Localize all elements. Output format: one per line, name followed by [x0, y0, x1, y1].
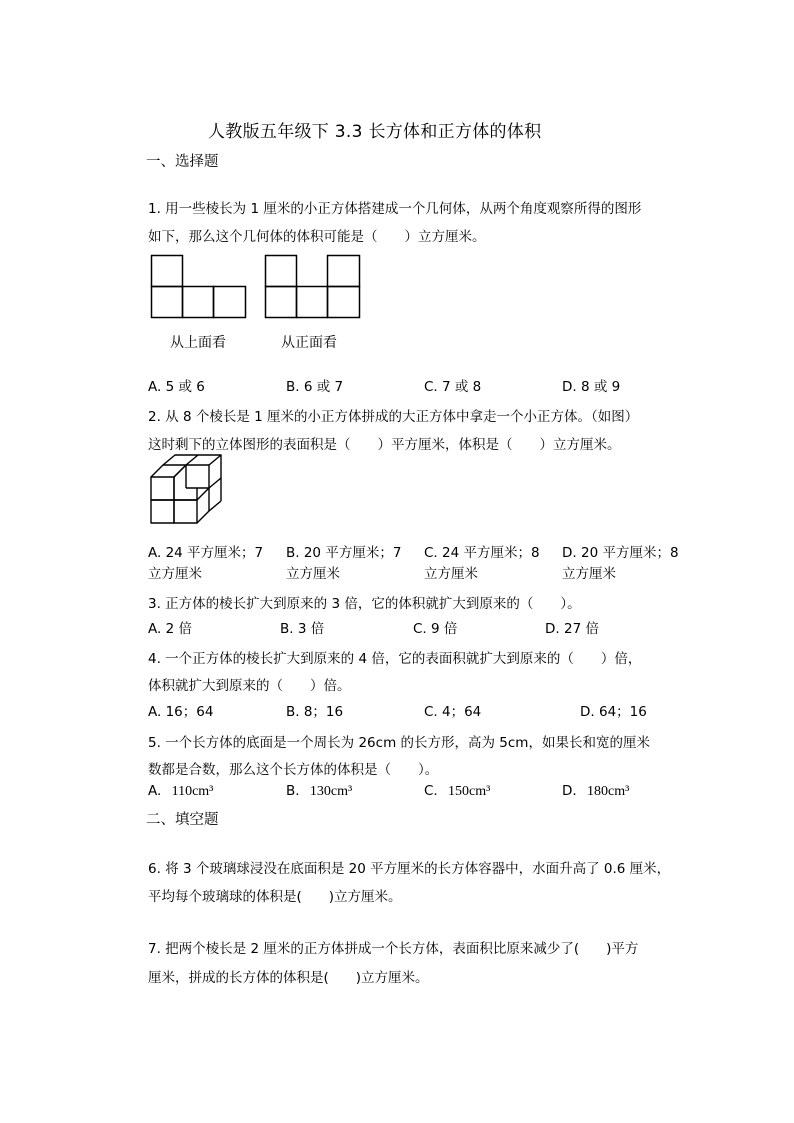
question-5-line-2: 数都是合数，那么这个长方体的体积是（ ）。 [148, 762, 439, 778]
question-4-line-1: 4. 一个正方体的棱长扩大到原来的 4 倍，它的表面积就扩大到原来的（ ）倍， [148, 651, 642, 667]
question-2-line-1: 2. 从 8 个棱长是 1 厘米的小正方体拼成的大正方体中拿走一个小正方体。（如图） [148, 409, 639, 425]
question-2-line-2: 这时剩下的立体图形的表面积是（ ）平方厘米，体积是（ ）立方厘米。 [148, 437, 621, 453]
q4-option-a[interactable]: A. 16；64 [148, 704, 214, 720]
q4-option-d[interactable]: D. 64；16 [580, 704, 647, 720]
top-view-figure [150, 254, 248, 320]
front-view-figure [264, 254, 362, 320]
q5-option-d[interactable] [562, 783, 629, 800]
question-6-line-1: 6. 将 3 个玻璃球浸没在底面积是 20 平方厘米的长方体容器中，水面升高了 0.6 厘米， [148, 861, 671, 877]
q1-option-a[interactable]: A. 5 或 6 [148, 379, 205, 395]
q4-option-b[interactable]: B. 8；16 [286, 704, 344, 720]
q2-option-a-line-2: 立方厘米 [148, 566, 202, 582]
q5-option-d-value: 180cm³ [586, 784, 630, 799]
q2-option-a-line-1[interactable]: A. 24 平方厘米；7 [148, 545, 264, 561]
q5-option-a-letter: A. [148, 783, 162, 799]
caption-front-view: 从正面看 [281, 335, 337, 351]
section-heading-fill-in: 二、填空题 [146, 812, 219, 828]
question-7-line-1: 7. 把两个棱长是 2 厘米的正方体拼成一个长方体，表面积比原来减少了( )平方 [148, 941, 639, 957]
q5-option-b[interactable] [286, 783, 352, 800]
q2-option-d-line-2: 立方厘米 [562, 566, 616, 582]
q2-option-c-line-2: 立方厘米 [424, 566, 478, 582]
q3-option-d[interactable]: D. 27 倍 [545, 621, 599, 637]
q1-option-b[interactable]: B. 6 或 7 [286, 379, 344, 395]
q5-option-b-letter: B. [286, 783, 300, 799]
q1-option-d[interactable]: D. 8 或 9 [562, 379, 621, 395]
q1-option-c[interactable]: C. 7 或 8 [424, 379, 482, 395]
section-heading-choice: 一、选择题 [146, 154, 219, 170]
caption-top-view: 从上面看 [170, 335, 226, 351]
q5-option-b-value: 130cm³ [309, 784, 353, 799]
question-3-line-1: 3. 正方体的棱长扩大到原来的 3 倍，它的体积就扩大到原来的（ ）。 [148, 596, 581, 612]
q5-option-a[interactable] [148, 783, 213, 800]
q3-option-a[interactable]: A. 2 倍 [148, 621, 192, 637]
q2-option-d-line-1[interactable]: D. 20 平方厘米；8 [562, 545, 679, 561]
question-5-line-1: 5. 一个长方体的底面是一个周长为 26cm 的长方形，高为 5cm，如果长和宽的厘米 [148, 735, 650, 751]
q4-option-c[interactable]: C. 4；64 [424, 704, 482, 720]
question-7-line-2: 厘米，拼成的长方体的体积是( )立方厘米。 [148, 970, 429, 986]
cube-with-missing-block-figure [148, 454, 226, 526]
question-4-line-2: 体积就扩大到原来的（ ）倍。 [148, 678, 351, 694]
q2-option-c-line-1[interactable]: C. 24 平方厘米；8 [424, 545, 540, 561]
q5-option-a-value: 110cm³ [171, 784, 214, 799]
question-6-line-2: 平均每个玻璃球的体积是( )立方厘米。 [148, 889, 402, 905]
question-1-line-1: 1. 用一些棱长为 1 厘米的小正方体搭建成一个几何体，从两个角度观察所得的图形 [148, 201, 642, 217]
q5-option-c-letter: C. [424, 783, 438, 799]
q5-option-c-value: 150cm³ [448, 784, 491, 799]
page-title: 人教版五年级下 3.3 长方体和正方体的体积 [208, 122, 542, 142]
q3-option-c[interactable]: C. 9 倍 [413, 621, 458, 637]
question-1-line-2: 如下，那么这个几何体的体积可能是（ ）立方厘米。 [148, 229, 486, 245]
q2-option-b-line-2: 立方厘米 [286, 566, 340, 582]
q5-option-d-letter: D. [562, 783, 577, 799]
q3-option-b[interactable]: B. 3 倍 [280, 621, 325, 637]
q5-option-c[interactable] [424, 783, 490, 800]
q2-option-b-line-1[interactable]: B. 20 平方厘米；7 [286, 545, 402, 561]
